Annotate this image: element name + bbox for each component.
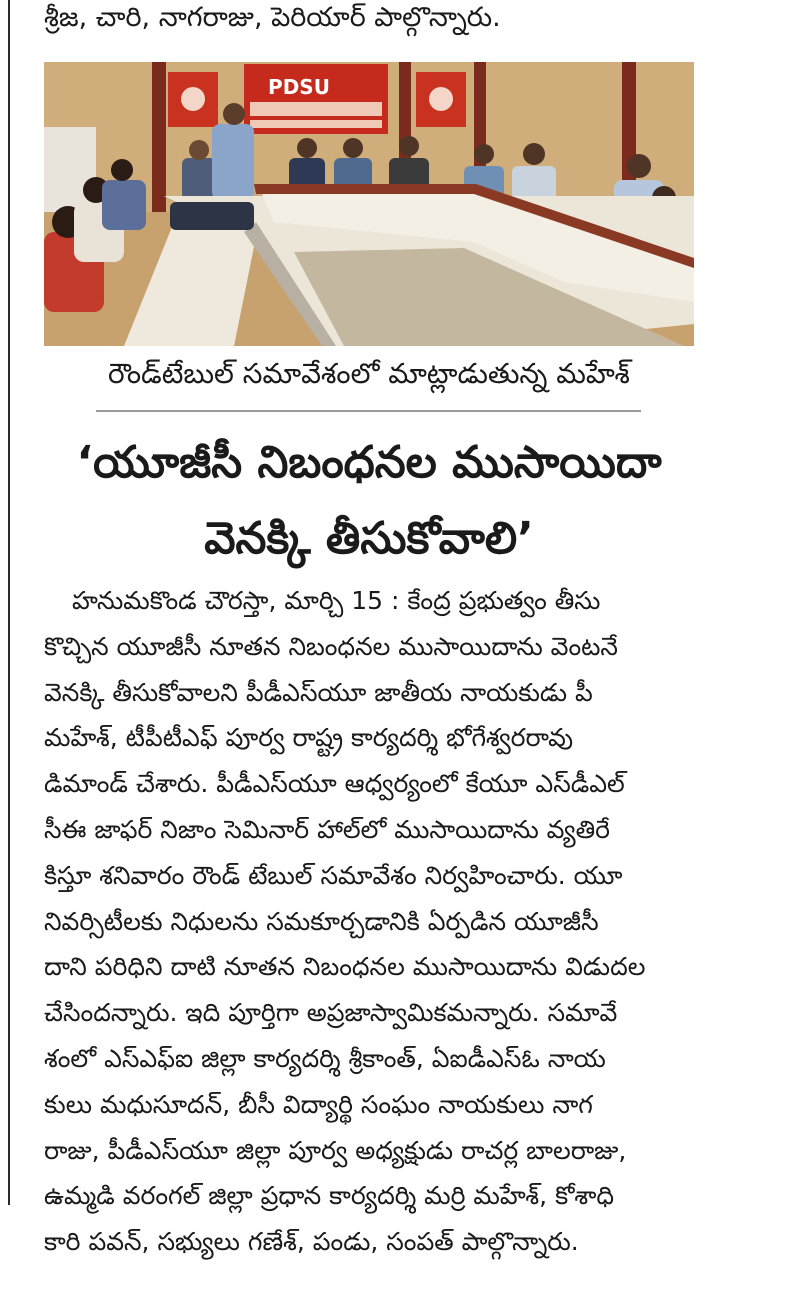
article-photo: [44, 62, 694, 346]
caption-separator: [96, 410, 641, 412]
body-line: మహేశ్, టీపీటీఎఫ్ పూర్వ రాష్ట్ర కార్యదర్శి భోగేశ్వరరావు: [44, 723, 574, 753]
body-line: వెనక్కి తీసుకోవాలని పీడీఎస్‌యూ జాతీయ నాయకుడు పీ: [44, 677, 593, 707]
banner-text: PDSU: [268, 75, 330, 99]
body-line: ఉమ్మడి వరంగల్ జిల్లా ప్రధాన కార్యదర్శి మర్రి మహేశ్, కోశాధి: [44, 1181, 615, 1211]
body-line: నివర్సిటీలకు నిధులను సమకూర్చడానికి ఏర్పడిన యూజీసీ: [44, 906, 599, 936]
photo-caption: రౌండ్‌టేబుల్ సమావేశంలో మాట్లాడుతున్న మహేశ్: [108, 357, 630, 390]
body-line: కారి పవన్, సభ్యులు గణేశ్, పండు, సంపత్ పాల్గొన్నారు.: [44, 1227, 579, 1257]
body-line: సీఈ జాఫర్ నిజాం సెమినార్ హాల్‌లో ముసాయిదాను వ్యతిరే: [44, 814, 611, 844]
body-line: రాజు, పీడీఎస్‌యూ జిల్లా పూర్వ అధ్యక్షుడు రాచర్ల బాలరాజు,: [44, 1135, 627, 1165]
body-line: డిమాండ్ చేశారు. పీడీఎస్‌యూ ఆధ్వర్యంలో కేయూ ఎస్‌డీఎల్: [44, 769, 625, 799]
body-line: చేసిందన్నారు. ఇది పూర్తిగా అప్రజాస్వామికమన్నారు. సమావే: [44, 998, 618, 1028]
body-line: శంలో ఎస్‌ఎఫ్ఐ జిల్లా కార్యదర్శి శ్రీకాంత్, ఏఐడీఎస్‌ఓ నాయ: [44, 1043, 606, 1073]
column-rule: [8, 0, 10, 1205]
headline-line-1: ‘యూజీసీ నిబంధనల ముసాయిదా: [76, 437, 662, 488]
body-line: కులు మధుసూదన్, బీసీ విద్యార్థి సంఘం నాయకులు నాగ: [44, 1089, 593, 1119]
body-line: దాని పరిధిని దాటి నూతన నిబంధనల ముసాయిదాను విడుదల: [44, 952, 646, 982]
body-line: హనుమకొండ చౌరస్తా, మార్చి 15 : కేంద్ర ప్రభుత్వం తీసు: [72, 586, 601, 615]
headline-line-2: వెనక్కి తీసుకోవాలి’: [204, 513, 534, 564]
article-body: [44, 578, 694, 1257]
body-line: కొచ్చిన యూజీసీ నూతన నిబంధనల ముసాయిదాను వెంటనే: [44, 631, 618, 661]
previous-article-tail: శ్రీజ, చారి, నాగరాజు, పెరియార్ పాల్గొన్నారు.: [44, 2, 501, 33]
body-line: కిస్తూ శనివారం రౌండ్ టేబుల్ సమావేశం నిర్వహించారు. యూ: [44, 860, 623, 890]
